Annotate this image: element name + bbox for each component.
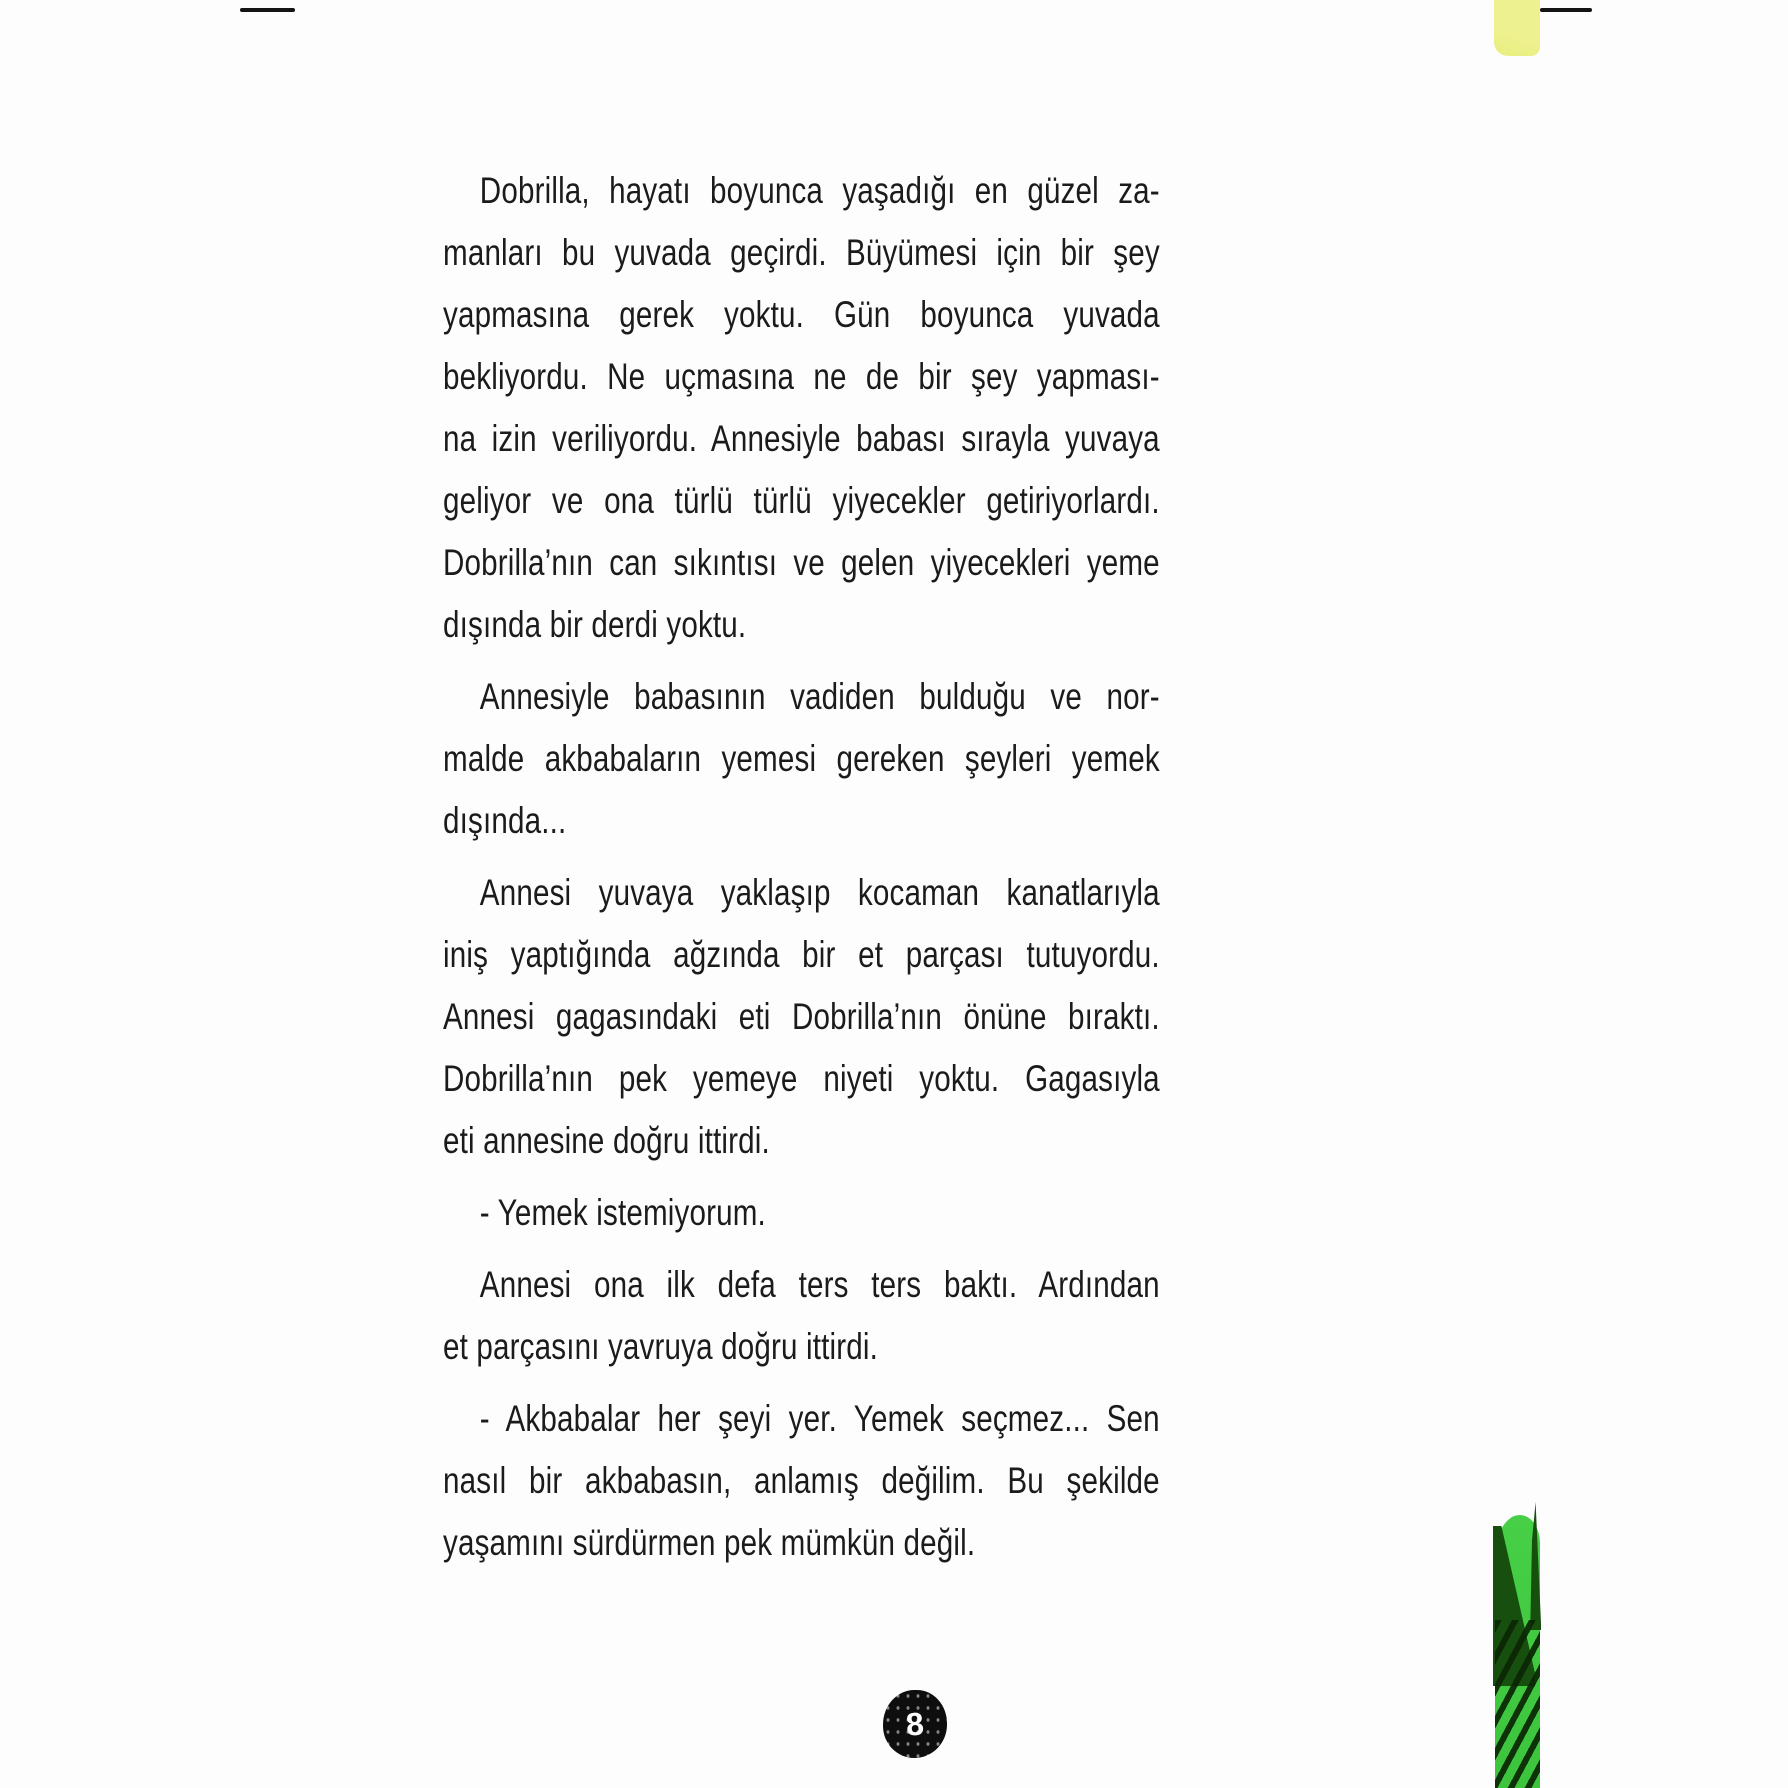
text-line: - Akbabalar her şeyi yer. Yemek seçmez... Sen [479,1398,1160,1439]
paragraph [443,1254,1160,1378]
text-line: dışında bir derdi yoktu. [443,604,747,645]
grass-stripes [1495,1620,1540,1788]
top-right-rule [1540,8,1592,12]
yellow-bookmark-tab [1494,0,1540,56]
text-line: Annesi yuvaya yaklaşıp kocaman kanatlarıyla [479,872,1160,913]
text-line: Dobrilla’nın can sıkıntısı ve gelen yiyecekleri yeme [443,542,1160,583]
paragraph [443,666,1160,852]
text-line: manları bu yuvada geçirdi. Büyümesi için bir şey [443,232,1160,273]
page-number-badge [883,1690,947,1758]
text-line: dışında... [443,800,567,841]
text-line: bekliyordu. Ne uçmasına ne de bir şey yapması- [443,356,1160,397]
text-line: yapmasına gerek yoktu. Gün boyunca yuvada [443,294,1160,335]
story-text [443,160,1160,1584]
text-line: Dobrilla, hayatı boyunca yaşadığı en güzel za- [479,170,1160,211]
text-line: geliyor ve ona türlü türlü yiyecekler getiriyorlardı. [443,480,1160,521]
text-line: yaşamını sürdürmen pek mümkün değil. [443,1522,976,1563]
text-line: iniş yaptığında ağzında bir et parçası tutuyordu. [443,934,1160,975]
grass-decoration [1492,1502,1544,1788]
text-line: eti annesine doğru ittirdi. [443,1120,770,1161]
text-line: malde akbabaların yemesi gereken şeyleri yemek [443,738,1160,779]
paragraph [443,862,1160,1172]
text-line: nasıl bir akbabasın, anlamış değilim. Bu şekilde [443,1460,1160,1501]
text-line: Annesi ona ilk defa ters ters baktı. Ardından [479,1264,1160,1305]
paragraph [443,160,1160,656]
top-left-rule [240,8,295,12]
text-line: Dobrilla’nın pek yemeye niyeti yoktu. Gagasıyla [443,1058,1160,1099]
text-line: et parçasını yavruya doğru ittirdi. [443,1326,879,1367]
page-number: 8 [904,1704,926,1743]
text-line: - Yemek istemiyorum. [479,1192,766,1233]
text-line: Annesi gagasındaki eti Dobrilla’nın önüne bıraktı. [443,996,1160,1037]
text-line: na izin veriliyordu. Annesiyle babası sırayla yuvaya [443,418,1160,459]
paragraph-dialogue [443,1182,1160,1244]
paragraph-dialogue [443,1388,1160,1574]
text-line: Annesiyle babasının vadiden bulduğu ve nor- [479,676,1160,717]
